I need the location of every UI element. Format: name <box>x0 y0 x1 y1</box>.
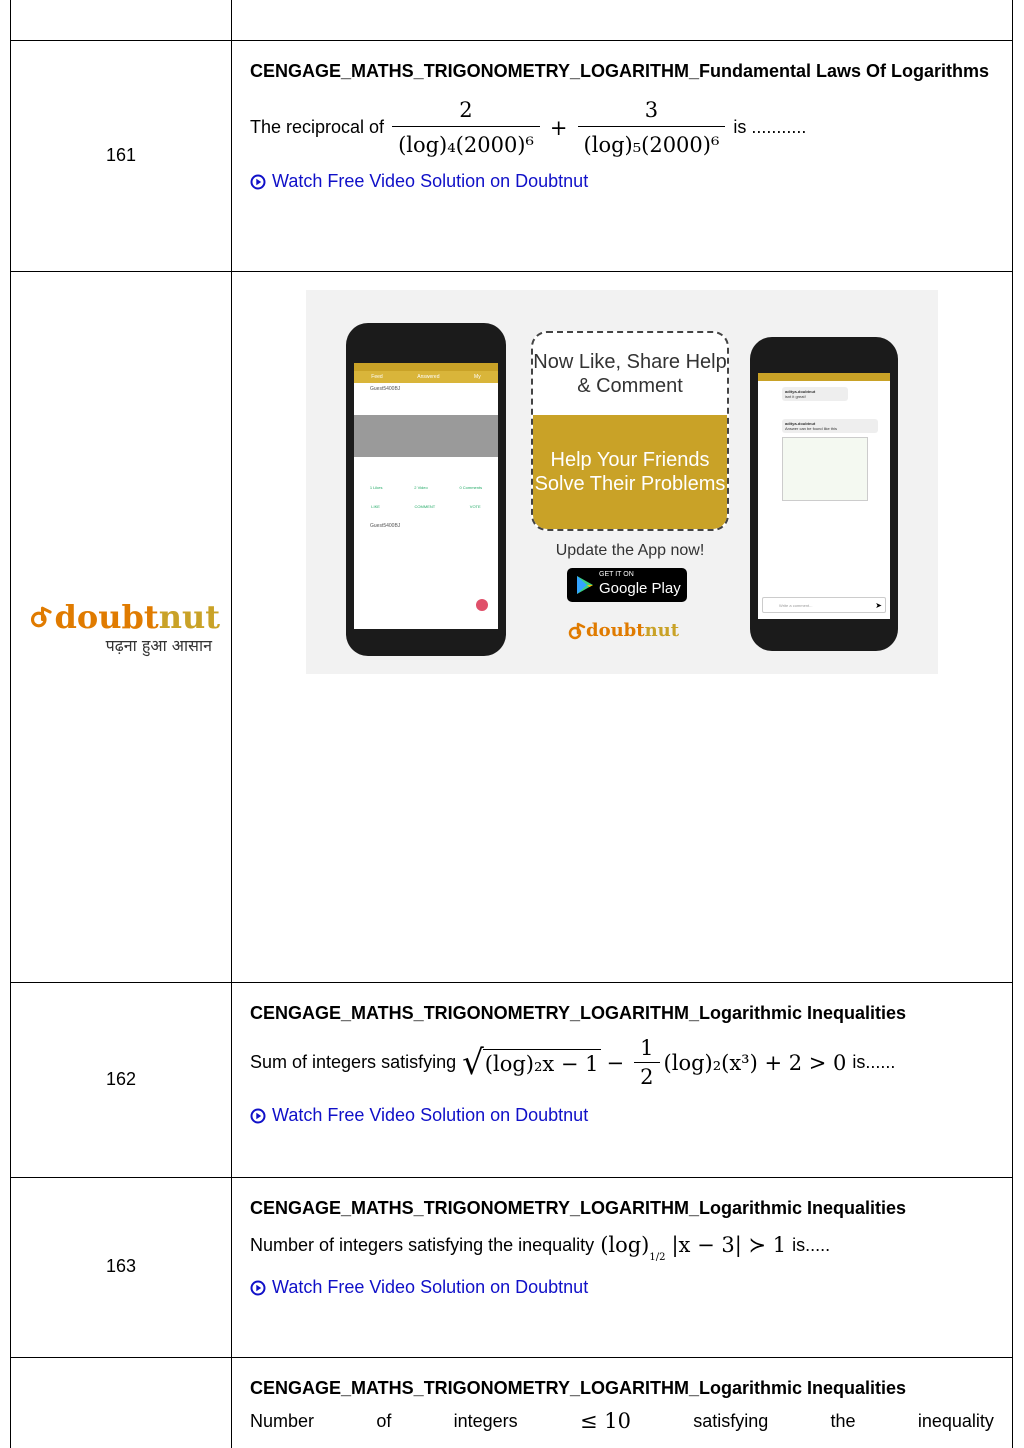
likes-count: 1 Likes <box>369 485 383 490</box>
word: the <box>830 1410 856 1431</box>
watch-video-label: Watch Free Video Solution on Doubtnut <box>272 171 589 191</box>
question-text-before: Number of integers satisfying the inequality <box>250 1234 595 1255</box>
fraction-denominator: 2 <box>640 1065 654 1089</box>
phone-screen <box>354 363 498 629</box>
word: satisfying <box>693 1410 769 1431</box>
like-action[interactable]: LIKE <box>371 504 380 509</box>
phone-mockup-right <box>750 337 898 651</box>
question-number: 162 <box>105 1069 137 1089</box>
fraction-numerator: 3 <box>578 98 726 127</box>
watch-video-link[interactable] <box>250 171 994 192</box>
row-divider <box>10 1357 1013 1358</box>
feed-actions <box>354 504 498 509</box>
question-number: 163 <box>105 1256 137 1276</box>
gplay-small-text: GET IT ON <box>599 571 634 578</box>
ad-logo-nut: nut <box>644 620 680 641</box>
word: integers <box>453 1410 518 1431</box>
status-bar <box>354 363 498 371</box>
question-text <box>250 98 994 157</box>
log-symbol: (log) <box>600 1233 650 1257</box>
chat-image <box>782 437 868 501</box>
row-divider <box>10 982 1013 983</box>
word: inequality <box>917 1410 994 1431</box>
fraction-denominator: (log)₅(2000)⁶ <box>583 133 720 157</box>
play-circle-icon <box>250 1108 266 1124</box>
feed-tabs <box>354 371 498 383</box>
vote-action[interactable]: VOTE <box>469 504 481 509</box>
math-expression <box>388 98 729 157</box>
google-play-button[interactable] <box>567 568 687 602</box>
watch-video-label: Watch Free Video Solution on Doubtnut <box>272 1277 589 1297</box>
watch-video-label: Watch Free Video Solution on Doubtnut <box>272 1105 589 1125</box>
update-app-text: Update the App now! <box>555 542 705 559</box>
log-base: 1/2 <box>649 1252 666 1263</box>
chat-text: Answer can be found like this <box>785 426 838 431</box>
phone-screen <box>758 373 890 619</box>
promo-box <box>531 331 729 531</box>
comment-input-bar[interactable] <box>762 597 886 613</box>
question-title: CENGAGE_MATHS_TRIGONOMETRY_LOGARITHM_Logarithmic Inequalities <box>250 1198 907 1218</box>
fraction <box>578 98 726 157</box>
expression-rest: |x − 3| ≻ 1 <box>671 1233 787 1257</box>
logo-tagline: पढ़ना हुआ आसान <box>105 636 212 655</box>
feed-user: Guest5400BJ <box>370 386 401 392</box>
row-divider <box>10 271 1013 272</box>
chat-msg-2 <box>782 419 878 433</box>
minus-sign: − <box>606 1050 625 1075</box>
fraction-numerator: 2 <box>392 98 540 127</box>
tab-answered[interactable]: Answered <box>417 374 440 380</box>
videos-count: 2 Video <box>414 485 428 490</box>
question-163 <box>250 1197 994 1298</box>
question-title: CENGAGE_MATHS_TRIGONOMETRY_LOGARITHM_Logarithmic Inequalities <box>250 1378 907 1398</box>
question-title: CENGAGE_MATHS_TRIGONOMETRY_LOGARITHM_Fundamental Laws Of Logarithms <box>250 61 990 81</box>
watch-video-link[interactable] <box>250 1277 994 1298</box>
word: Number <box>250 1410 315 1431</box>
logo-text-doubt: doubt <box>54 598 159 636</box>
watch-video-link[interactable] <box>250 1105 994 1126</box>
question-text <box>250 1036 994 1089</box>
doubtnut-logo <box>30 598 220 656</box>
comment-placeholder: Write a comment... <box>779 602 813 608</box>
chat-user: aditya-doubtnut <box>785 389 816 394</box>
question-text-after: is..... <box>792 1234 831 1255</box>
expression-rest: (log)₂(x³) + 2 > 0 <box>663 1050 847 1075</box>
logo-text-nut: nut <box>158 598 220 636</box>
gplay-big-text: Google Play <box>599 580 681 597</box>
fraction <box>392 98 540 157</box>
tab-my[interactable]: My <box>474 374 481 380</box>
question-number: 161 <box>105 145 137 165</box>
question-164 <box>250 1377 994 1433</box>
question-text-before: Sum of integers satisfying <box>250 1052 457 1072</box>
feed-user-2: Guest5400BJ <box>370 523 401 529</box>
chat-text: isnt it great! <box>785 394 806 399</box>
chat-user: aditya-doubtnut <box>785 421 816 426</box>
question-text-before: The reciprocal of <box>250 117 385 137</box>
comments-count: 0 Comments <box>459 485 483 490</box>
sqrt-body: (log)₂x − 1 <box>483 1049 601 1076</box>
ad-logo-doubt: doubt <box>586 620 645 641</box>
google-play-icon <box>576 575 594 595</box>
fraction-numerator: 1 <box>634 1036 659 1063</box>
math-expression <box>462 1036 846 1089</box>
row-divider <box>10 1177 1013 1178</box>
math-expression: ≤ 10 <box>579 1409 631 1433</box>
feed-stats <box>354 485 498 490</box>
ad-doubtnut-logo <box>568 620 679 641</box>
question-text-after: is...... <box>852 1052 896 1072</box>
promo-top-text: Now Like, Share Help & Comment <box>533 351 727 397</box>
table-border-left <box>10 0 11 1448</box>
fraction-denominator: (log)₄(2000)⁶ <box>398 133 534 157</box>
doubtnut-logo-icon <box>30 599 53 635</box>
phone-mockup-left <box>346 323 506 656</box>
question-text <box>250 1409 994 1433</box>
table-border-right <box>1012 0 1013 1448</box>
question-162 <box>250 1002 994 1126</box>
question-text <box>250 1233 994 1263</box>
play-circle-icon <box>250 174 266 190</box>
doubtnut-logo-icon <box>568 622 586 640</box>
word: of <box>376 1410 392 1431</box>
plus-sign: + <box>549 115 568 140</box>
fraction <box>634 1036 659 1089</box>
comment-action[interactable]: COMMENT <box>414 504 436 509</box>
row-divider <box>10 40 1013 41</box>
question-text-after: is ........... <box>733 117 807 137</box>
sqrt-sign: √ <box>462 1042 484 1083</box>
question-title: CENGAGE_MATHS_TRIGONOMETRY_LOGARITHM_Logarithmic Inequalities <box>250 1003 907 1023</box>
fab-button[interactable] <box>476 599 488 611</box>
question-161 <box>250 60 994 192</box>
table-column-divider <box>231 0 232 1448</box>
app-ad-banner[interactable] <box>306 290 938 674</box>
promo-bottom-text: Help Your Friends Solve Their Problems <box>533 415 727 529</box>
send-icon[interactable]: ➤ <box>875 600 882 610</box>
question-image <box>354 415 498 457</box>
tab-feed[interactable]: Feed <box>371 374 383 380</box>
status-bar <box>758 373 890 381</box>
play-circle-icon <box>250 1280 266 1296</box>
math-expression <box>600 1233 787 1263</box>
chat-msg-1 <box>782 387 848 401</box>
